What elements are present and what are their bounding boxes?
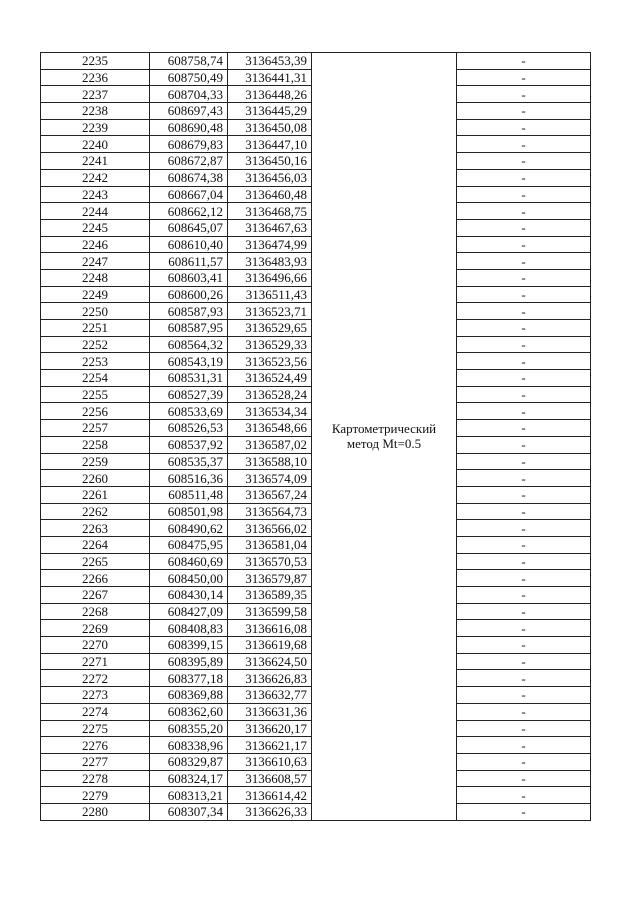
accuracy-cell: - bbox=[457, 119, 591, 136]
coordinates-table-body bbox=[41, 53, 591, 821]
accuracy-cell: - bbox=[457, 436, 591, 453]
y-coordinate-cell: 3136566,02 bbox=[228, 520, 312, 537]
point-number-cell: 2251 bbox=[41, 320, 150, 337]
y-coordinate-cell: 3136456,03 bbox=[228, 169, 312, 186]
accuracy-cell: - bbox=[457, 153, 591, 170]
accuracy-cell: - bbox=[457, 69, 591, 86]
x-coordinate-cell: 608460,69 bbox=[150, 553, 228, 570]
y-coordinate-cell: 3136529,65 bbox=[228, 320, 312, 337]
method-label-line1: Картометрический bbox=[331, 421, 437, 437]
y-coordinate-cell: 3136511,43 bbox=[228, 286, 312, 303]
accuracy-cell: - bbox=[457, 403, 591, 420]
point-number-cell: 2278 bbox=[41, 770, 150, 787]
point-number-cell: 2239 bbox=[41, 119, 150, 136]
point-number-cell: 2238 bbox=[41, 103, 150, 120]
y-coordinate-cell: 3136474,99 bbox=[228, 236, 312, 253]
accuracy-cell: - bbox=[457, 570, 591, 587]
y-coordinate-cell: 3136524,49 bbox=[228, 370, 312, 387]
y-coordinate-cell: 3136450,08 bbox=[228, 119, 312, 136]
accuracy-cell: - bbox=[457, 353, 591, 370]
accuracy-cell: - bbox=[457, 303, 591, 320]
accuracy-cell: - bbox=[457, 386, 591, 403]
y-coordinate-cell: 3136579,87 bbox=[228, 570, 312, 587]
x-coordinate-cell: 608450,00 bbox=[150, 570, 228, 587]
y-coordinate-cell: 3136496,66 bbox=[228, 269, 312, 286]
y-coordinate-cell: 3136619,68 bbox=[228, 637, 312, 654]
x-coordinate-cell: 608758,74 bbox=[150, 53, 228, 70]
x-coordinate-cell: 608610,40 bbox=[150, 236, 228, 253]
x-coordinate-cell: 608362,60 bbox=[150, 703, 228, 720]
accuracy-cell: - bbox=[457, 703, 591, 720]
x-coordinate-cell: 608313,21 bbox=[150, 787, 228, 804]
y-coordinate-cell: 3136626,33 bbox=[228, 803, 312, 820]
x-coordinate-cell: 608704,33 bbox=[150, 86, 228, 103]
point-number-cell: 2245 bbox=[41, 219, 150, 236]
y-coordinate-cell: 3136588,10 bbox=[228, 453, 312, 470]
accuracy-cell: - bbox=[457, 136, 591, 153]
y-coordinate-cell: 3136608,57 bbox=[228, 770, 312, 787]
point-number-cell: 2243 bbox=[41, 186, 150, 203]
y-coordinate-cell: 3136632,77 bbox=[228, 687, 312, 704]
y-coordinate-cell: 3136574,09 bbox=[228, 470, 312, 487]
accuracy-cell: - bbox=[457, 587, 591, 604]
y-coordinate-cell: 3136616,08 bbox=[228, 620, 312, 637]
accuracy-cell: - bbox=[457, 553, 591, 570]
accuracy-cell: - bbox=[457, 86, 591, 103]
point-number-cell: 2236 bbox=[41, 69, 150, 86]
accuracy-cell: - bbox=[457, 320, 591, 337]
accuracy-cell: - bbox=[457, 253, 591, 270]
x-coordinate-cell: 608430,14 bbox=[150, 587, 228, 604]
y-coordinate-cell: 3136626,83 bbox=[228, 670, 312, 687]
x-coordinate-cell: 608490,62 bbox=[150, 520, 228, 537]
x-coordinate-cell: 608600,26 bbox=[150, 286, 228, 303]
x-coordinate-cell: 608537,92 bbox=[150, 436, 228, 453]
y-coordinate-cell: 3136564,73 bbox=[228, 503, 312, 520]
accuracy-cell: - bbox=[457, 520, 591, 537]
point-number-cell: 2237 bbox=[41, 86, 150, 103]
x-coordinate-cell: 608564,32 bbox=[150, 336, 228, 353]
accuracy-cell: - bbox=[457, 269, 591, 286]
x-coordinate-cell: 608611,57 bbox=[150, 253, 228, 270]
point-number-cell: 2256 bbox=[41, 403, 150, 420]
x-coordinate-cell: 608531,31 bbox=[150, 370, 228, 387]
accuracy-cell: - bbox=[457, 453, 591, 470]
point-number-cell: 2267 bbox=[41, 587, 150, 604]
point-number-cell: 2252 bbox=[41, 336, 150, 353]
y-coordinate-cell: 3136468,75 bbox=[228, 203, 312, 220]
point-number-cell: 2242 bbox=[41, 169, 150, 186]
y-coordinate-cell: 3136614,42 bbox=[228, 787, 312, 804]
y-coordinate-cell: 3136621,17 bbox=[228, 737, 312, 754]
accuracy-cell: - bbox=[457, 637, 591, 654]
y-coordinate-cell: 3136587,02 bbox=[228, 436, 312, 453]
y-coordinate-cell: 3136467,63 bbox=[228, 219, 312, 236]
point-number-cell: 2275 bbox=[41, 720, 150, 737]
point-number-cell: 2263 bbox=[41, 520, 150, 537]
accuracy-cell: - bbox=[457, 286, 591, 303]
point-number-cell: 2269 bbox=[41, 620, 150, 637]
x-coordinate-cell: 608511,48 bbox=[150, 486, 228, 503]
x-coordinate-cell: 608475,95 bbox=[150, 536, 228, 553]
accuracy-cell: - bbox=[457, 219, 591, 236]
point-number-cell: 2264 bbox=[41, 536, 150, 553]
y-coordinate-cell: 3136447,10 bbox=[228, 136, 312, 153]
accuracy-cell: - bbox=[457, 653, 591, 670]
accuracy-cell: - bbox=[457, 787, 591, 804]
x-coordinate-cell: 608750,49 bbox=[150, 69, 228, 86]
x-coordinate-cell: 608587,95 bbox=[150, 320, 228, 337]
x-coordinate-cell: 608377,18 bbox=[150, 670, 228, 687]
y-coordinate-cell: 3136620,17 bbox=[228, 720, 312, 737]
y-coordinate-cell: 3136570,53 bbox=[228, 553, 312, 570]
point-number-cell: 2255 bbox=[41, 386, 150, 403]
point-number-cell: 2274 bbox=[41, 703, 150, 720]
y-coordinate-cell: 3136441,31 bbox=[228, 69, 312, 86]
accuracy-cell: - bbox=[457, 470, 591, 487]
x-coordinate-cell: 608533,69 bbox=[150, 403, 228, 420]
x-coordinate-cell: 608674,38 bbox=[150, 169, 228, 186]
accuracy-cell: - bbox=[457, 420, 591, 437]
y-coordinate-cell: 3136534,34 bbox=[228, 403, 312, 420]
accuracy-cell: - bbox=[457, 687, 591, 704]
x-coordinate-cell: 608527,39 bbox=[150, 386, 228, 403]
x-coordinate-cell: 608679,83 bbox=[150, 136, 228, 153]
x-coordinate-cell: 608338,96 bbox=[150, 737, 228, 754]
accuracy-cell: - bbox=[457, 203, 591, 220]
x-coordinate-cell: 608526,53 bbox=[150, 420, 228, 437]
x-coordinate-cell: 608662,12 bbox=[150, 203, 228, 220]
point-number-cell: 2270 bbox=[41, 637, 150, 654]
x-coordinate-cell: 608427,09 bbox=[150, 603, 228, 620]
point-number-cell: 2280 bbox=[41, 803, 150, 820]
point-number-cell: 2277 bbox=[41, 753, 150, 770]
x-coordinate-cell: 608355,20 bbox=[150, 720, 228, 737]
point-number-cell: 2247 bbox=[41, 253, 150, 270]
y-coordinate-cell: 3136548,66 bbox=[228, 420, 312, 437]
point-number-cell: 2273 bbox=[41, 687, 150, 704]
point-number-cell: 2250 bbox=[41, 303, 150, 320]
y-coordinate-cell: 3136610,63 bbox=[228, 753, 312, 770]
accuracy-cell: - bbox=[457, 53, 591, 70]
y-coordinate-cell: 3136624,50 bbox=[228, 653, 312, 670]
x-coordinate-cell: 608587,93 bbox=[150, 303, 228, 320]
y-coordinate-cell: 3136528,24 bbox=[228, 386, 312, 403]
x-coordinate-cell: 608603,41 bbox=[150, 269, 228, 286]
y-coordinate-cell: 3136460,48 bbox=[228, 186, 312, 203]
y-coordinate-cell: 3136631,36 bbox=[228, 703, 312, 720]
y-coordinate-cell: 3136483,93 bbox=[228, 253, 312, 270]
accuracy-cell: - bbox=[457, 503, 591, 520]
point-number-cell: 2276 bbox=[41, 737, 150, 754]
accuracy-cell: - bbox=[457, 720, 591, 737]
accuracy-cell: - bbox=[457, 603, 591, 620]
y-coordinate-cell: 3136448,26 bbox=[228, 86, 312, 103]
determination-method-cell bbox=[312, 53, 457, 821]
point-number-cell: 2260 bbox=[41, 470, 150, 487]
point-number-cell: 2271 bbox=[41, 653, 150, 670]
x-coordinate-cell: 608501,98 bbox=[150, 503, 228, 520]
y-coordinate-cell: 3136523,56 bbox=[228, 353, 312, 370]
point-number-cell: 2261 bbox=[41, 486, 150, 503]
point-number-cell: 2279 bbox=[41, 787, 150, 804]
accuracy-cell: - bbox=[457, 753, 591, 770]
point-number-cell: 2253 bbox=[41, 353, 150, 370]
accuracy-cell: - bbox=[457, 737, 591, 754]
point-number-cell: 2259 bbox=[41, 453, 150, 470]
accuracy-cell: - bbox=[457, 186, 591, 203]
accuracy-cell: - bbox=[457, 770, 591, 787]
point-number-cell: 2265 bbox=[41, 553, 150, 570]
x-coordinate-cell: 608697,43 bbox=[150, 103, 228, 120]
x-coordinate-cell: 608324,17 bbox=[150, 770, 228, 787]
y-coordinate-cell: 3136453,39 bbox=[228, 53, 312, 70]
x-coordinate-cell: 608667,04 bbox=[150, 186, 228, 203]
accuracy-cell: - bbox=[457, 169, 591, 186]
point-number-cell: 2248 bbox=[41, 269, 150, 286]
x-coordinate-cell: 608672,87 bbox=[150, 153, 228, 170]
accuracy-cell: - bbox=[457, 536, 591, 553]
table-row bbox=[41, 53, 591, 70]
y-coordinate-cell: 3136529,33 bbox=[228, 336, 312, 353]
y-coordinate-cell: 3136450,16 bbox=[228, 153, 312, 170]
point-number-cell: 2272 bbox=[41, 670, 150, 687]
point-number-cell: 2262 bbox=[41, 503, 150, 520]
accuracy-cell: - bbox=[457, 370, 591, 387]
point-number-cell: 2266 bbox=[41, 570, 150, 587]
point-number-cell: 2258 bbox=[41, 436, 150, 453]
x-coordinate-cell: 608395,89 bbox=[150, 653, 228, 670]
y-coordinate-cell: 3136581,04 bbox=[228, 536, 312, 553]
point-number-cell: 2241 bbox=[41, 153, 150, 170]
point-number-cell: 2254 bbox=[41, 370, 150, 387]
accuracy-cell: - bbox=[457, 103, 591, 120]
y-coordinate-cell: 3136599,58 bbox=[228, 603, 312, 620]
point-number-cell: 2268 bbox=[41, 603, 150, 620]
x-coordinate-cell: 608516,36 bbox=[150, 470, 228, 487]
accuracy-cell: - bbox=[457, 236, 591, 253]
point-number-cell: 2240 bbox=[41, 136, 150, 153]
x-coordinate-cell: 608535,37 bbox=[150, 453, 228, 470]
x-coordinate-cell: 608307,34 bbox=[150, 803, 228, 820]
method-label-line2: метод Mt=0.5 bbox=[346, 436, 422, 452]
x-coordinate-cell: 608408,83 bbox=[150, 620, 228, 637]
x-coordinate-cell: 608329,87 bbox=[150, 753, 228, 770]
accuracy-cell: - bbox=[457, 620, 591, 637]
point-number-cell: 2249 bbox=[41, 286, 150, 303]
coordinates-table bbox=[40, 52, 591, 821]
x-coordinate-cell: 608399,15 bbox=[150, 637, 228, 654]
y-coordinate-cell: 3136523,71 bbox=[228, 303, 312, 320]
y-coordinate-cell: 3136445,29 bbox=[228, 103, 312, 120]
point-number-cell: 2244 bbox=[41, 203, 150, 220]
point-number-cell: 2235 bbox=[41, 53, 150, 70]
point-number-cell: 2246 bbox=[41, 236, 150, 253]
y-coordinate-cell: 3136567,24 bbox=[228, 486, 312, 503]
y-coordinate-cell: 3136589,35 bbox=[228, 587, 312, 604]
x-coordinate-cell: 608690,48 bbox=[150, 119, 228, 136]
accuracy-cell: - bbox=[457, 336, 591, 353]
x-coordinate-cell: 608645,07 bbox=[150, 219, 228, 236]
x-coordinate-cell: 608369,88 bbox=[150, 687, 228, 704]
accuracy-cell: - bbox=[457, 803, 591, 820]
accuracy-cell: - bbox=[457, 486, 591, 503]
point-number-cell: 2257 bbox=[41, 420, 150, 437]
x-coordinate-cell: 608543,19 bbox=[150, 353, 228, 370]
accuracy-cell: - bbox=[457, 670, 591, 687]
